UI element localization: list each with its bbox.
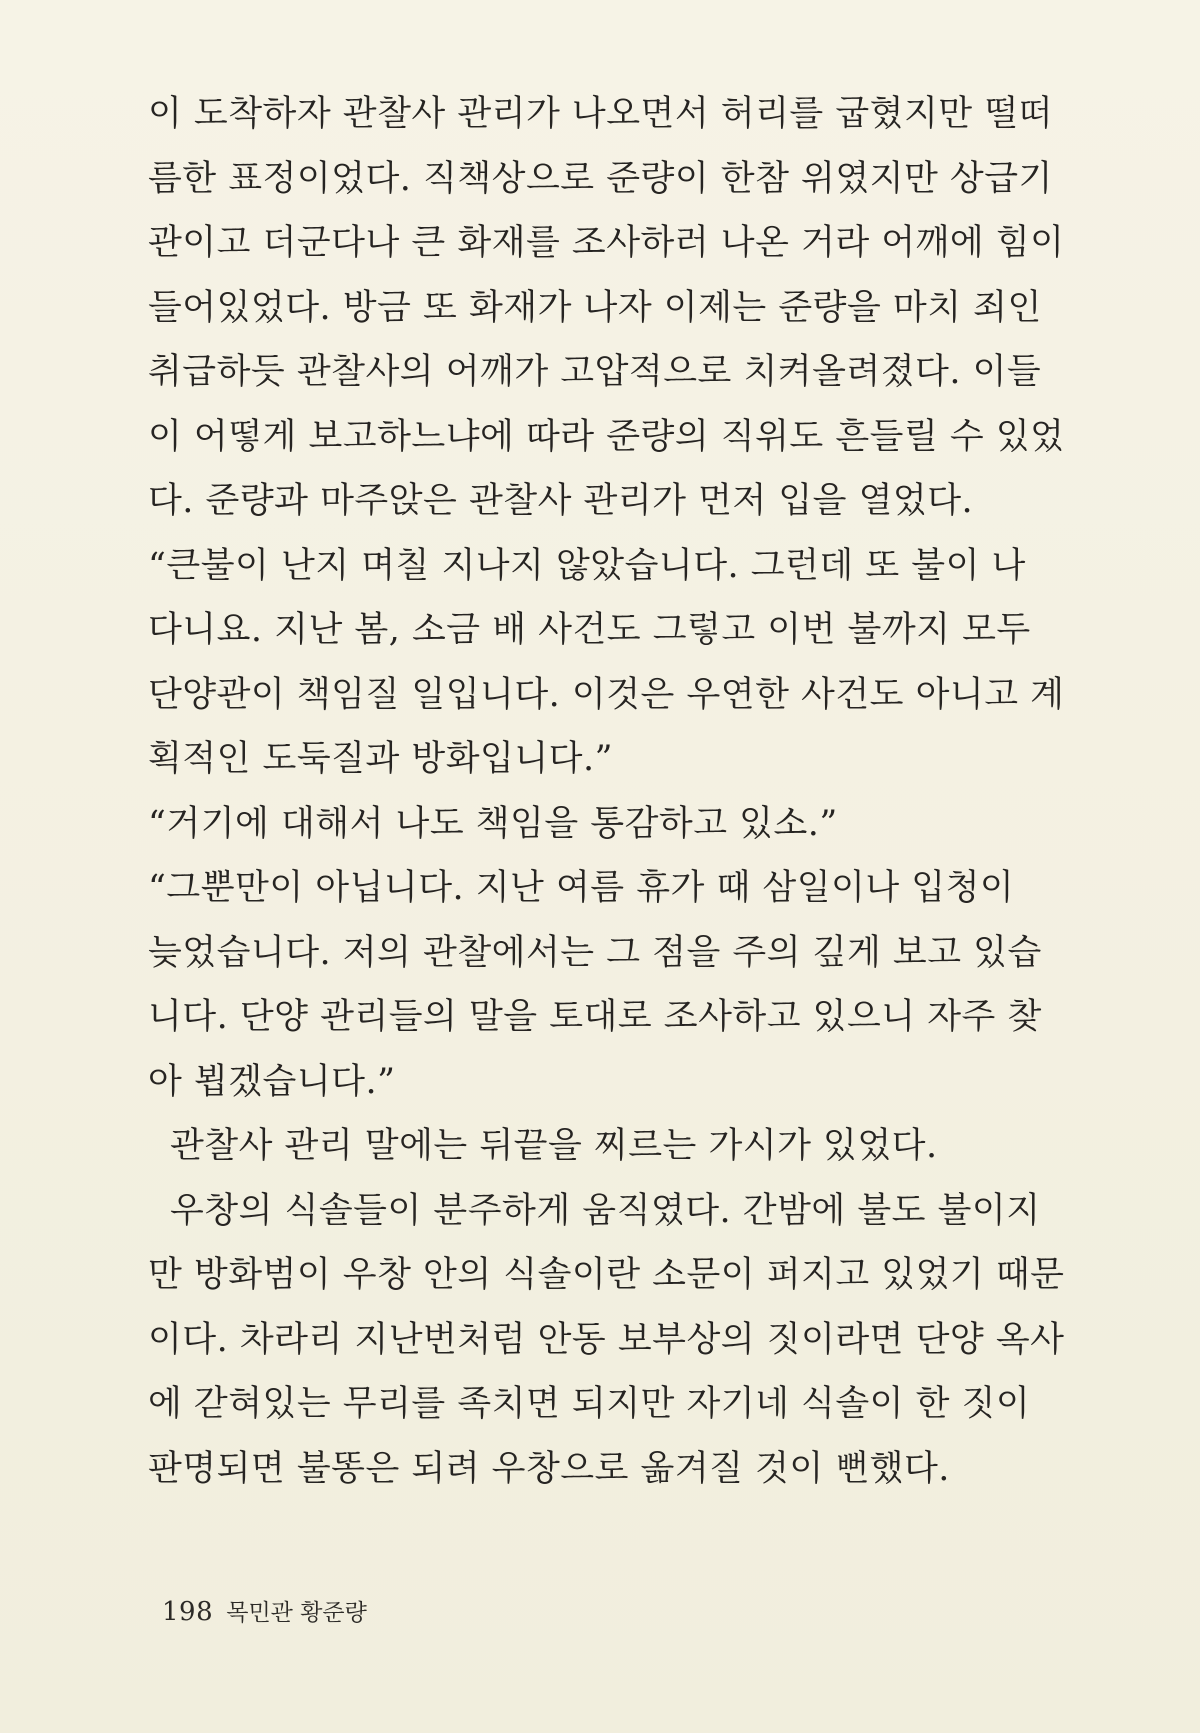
text-line: 다. 준량과 마주앉은 관찰사 관리가 먼저 입을 열었다.	[148, 481, 974, 521]
text-line: 우창의 식솔들이 분주하게 움직였다. 간밤에 불도 불이지	[170, 1190, 1041, 1231]
text-line: 이다. 차라리 지난번처럼 안동 보부상의 짓이라면 단양 옥사	[148, 1319, 1065, 1360]
page-number: 198	[162, 1597, 214, 1627]
text-line: 름한 표정이었다. 직책상으로 준량이 한참 위였지만 상급기	[148, 158, 1053, 199]
text-line: 획적인 도둑질과 방화입니다.”	[148, 739, 613, 779]
text-line: “그뿐만이 아닙니다. 지난 여름 휴가 때 삼일이나 입청이	[148, 868, 1015, 908]
text-line: 니다. 단양 관리들의 말을 토대로 조사하고 있으니 자주 찾	[148, 997, 1042, 1037]
text-line: 다니요. 지난 봄, 소금 배 사건도 그렇고 이번 불까지 모두	[148, 610, 1031, 650]
body-text	[148, 82, 1106, 1501]
text-line: 취급하듯 관찰사의 어깨가 고압적으로 치켜올려졌다. 이들	[148, 352, 1042, 392]
page-footer	[162, 1594, 367, 1627]
text-line: 이 도착하자 관찰사 관리가 나오면서 허리를 굽혔지만 떨떠	[148, 94, 1053, 134]
text-line: 들어있었다. 방금 또 화재가 나자 이제는 준량을 마치 죄인	[148, 287, 1042, 328]
text-line: 아 뵙겠습니다.”	[148, 1061, 396, 1102]
text-line: 판명되면 불똥은 되려 우창으로 옮겨질 것이 뻔했다.	[148, 1448, 950, 1489]
text-line: 관이고 더군다나 큰 화재를 조사하러 나온 거라 어깨에 힘이	[148, 223, 1065, 263]
text-line: 에 갇혀있는 무리를 족치면 되지만 자기네 식솔이 한 짓이	[148, 1384, 1031, 1424]
text-line: 관찰사 관리 말에는 뒤끝을 찌르는 가시가 있었다.	[170, 1126, 938, 1166]
text-line: 만 방화범이 우창 안의 식솔이란 소문이 퍼지고 있었기 때문	[148, 1255, 1065, 1295]
text-line: “거기에 대해서 나도 책임을 통감하고 있소.”	[148, 803, 838, 844]
running-title: 목민관 황준량	[226, 1600, 367, 1626]
text-line: 이 어떻게 보고하느냐에 따라 준량의 직위도 흔들릴 수 있었	[148, 416, 1065, 457]
text-line: 단양관이 책임질 일입니다. 이것은 우연한 사건도 아니고 계	[148, 674, 1065, 715]
text-line: 늦었습니다. 저의 관찰에서는 그 점을 주의 깊게 보고 있습	[148, 932, 1042, 973]
text-line: “큰불이 난지 며칠 지나지 않았습니다. 그런데 또 불이 나	[148, 545, 1026, 586]
